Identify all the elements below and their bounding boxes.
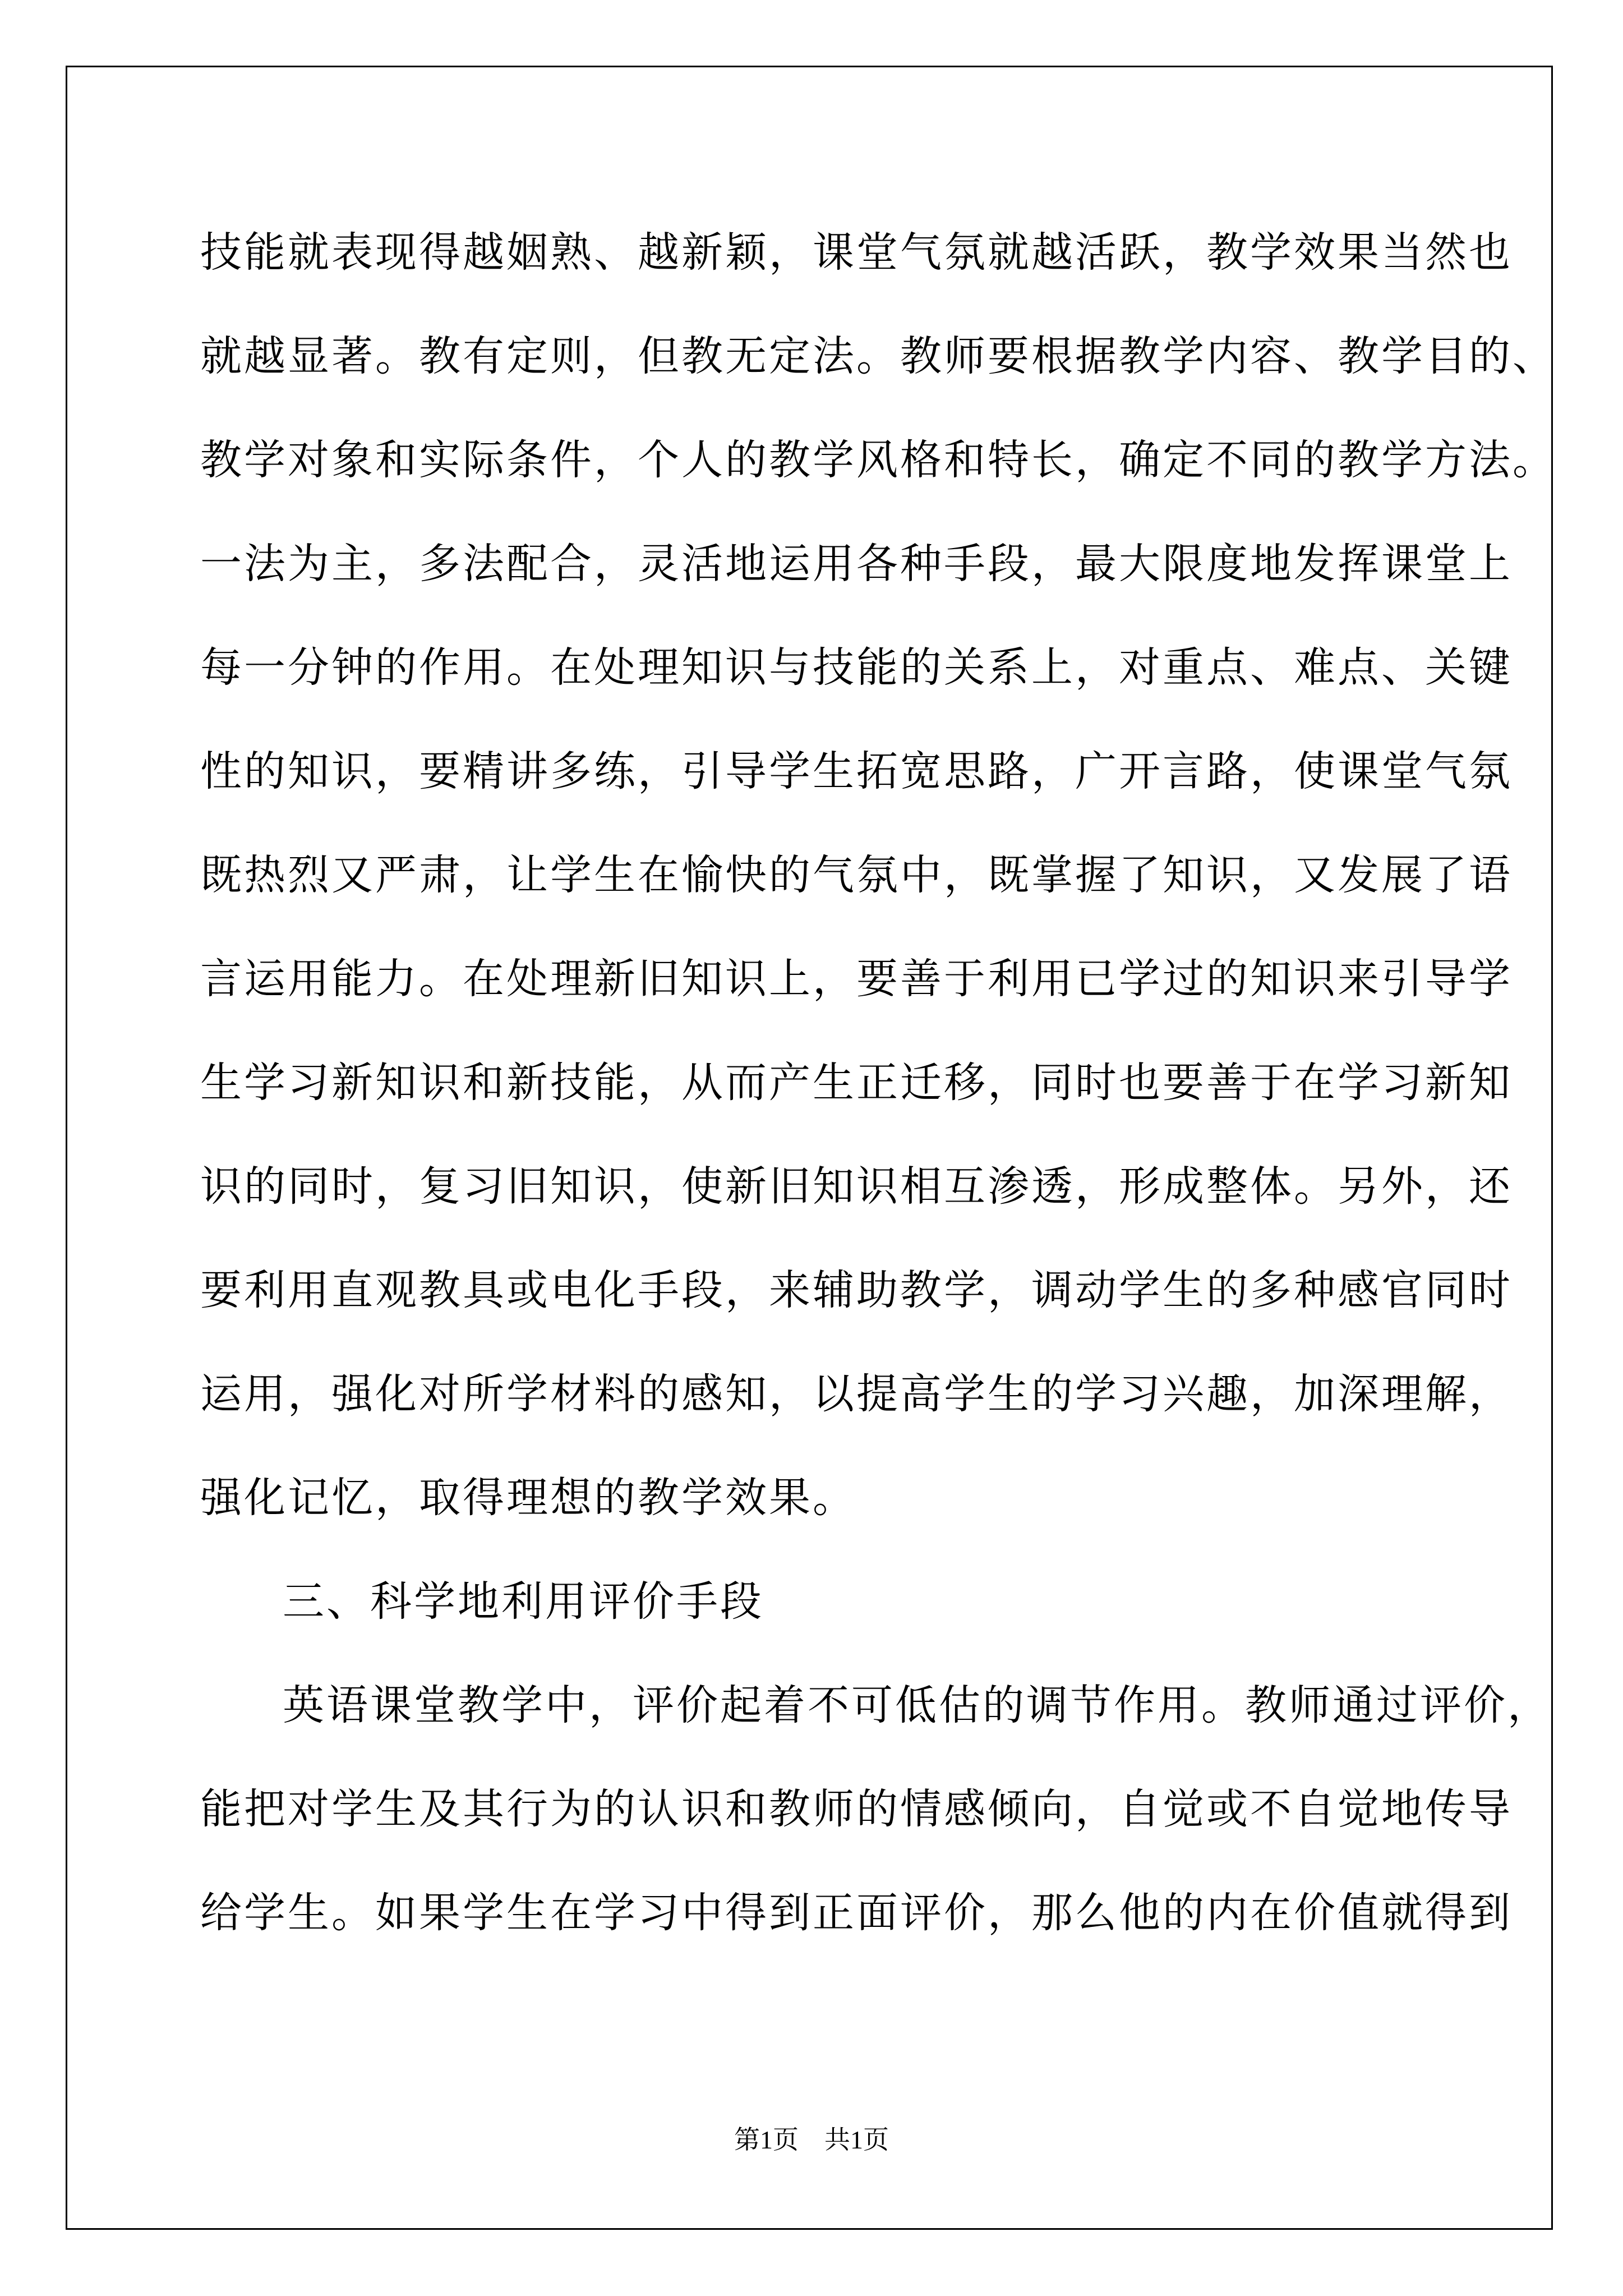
body-line: 识的同时，复习旧知识，使新旧知识相互渗透，形成整体。另外，还 [200, 1162, 1513, 1211]
body-line: 英语课堂教学中，评价起着不可低估的调节作用。教师通过评价， [283, 1681, 1551, 1729]
body-line: 教学对象和实际条件，个人的教学风格和特长，确定不同的教学方法。 [200, 436, 1556, 484]
body-line: 一法为主，多法配合，灵活地运用各种手段，最大限度地发挥课堂上 [200, 540, 1513, 588]
section-heading: 三、科学地利用评价手段 [283, 1577, 764, 1626]
body-line: 给学生。如果学生在学习中得到正面评价，那么他的内在价值就得到 [200, 1889, 1513, 1937]
body-line: 每一分钟的作用。在处理知识与技能的关系上，对重点、难点、关键 [200, 643, 1513, 692]
body-line: 强化记忆，取得理想的教学效果。 [200, 1474, 856, 1522]
body-line: 就越显著。教有定则，但教无定法。教师要根据教学内容、教学目的、 [200, 332, 1556, 380]
body-line: 生学习新知识和新技能，从而产生正迁移，同时也要善于在学习新知 [200, 1059, 1513, 1107]
body-line: 性的知识，要精讲多练，引导学生拓宽思路，广开言路，使课堂气氛 [200, 747, 1513, 795]
page-footer: 第1页 共1页 [734, 2125, 889, 2154]
body-line: 技能就表现得越姻熟、越新颖，课堂气氛就越活跃，教学效果当然也 [200, 228, 1513, 277]
body-line: 能把对学生及其行为的认识和教师的情感倾向，自觉或不自觉地传导 [200, 1785, 1513, 1833]
body-line: 既热烈又严肃，让学生在愉快的气氛中，既掌握了知识，又发展了语 [200, 851, 1513, 899]
body-line: 要利用直观教具或电化手段，来辅助教学，调动学生的多种感官同时 [200, 1266, 1513, 1314]
body-line: 运用，强化对所学材料的感知，以提高学生的学习兴趣，加深理解， [200, 1370, 1513, 1418]
body-line: 言运用能力。在处理新旧知识上，要善于利用已学过的知识来引导学 [200, 955, 1513, 1003]
